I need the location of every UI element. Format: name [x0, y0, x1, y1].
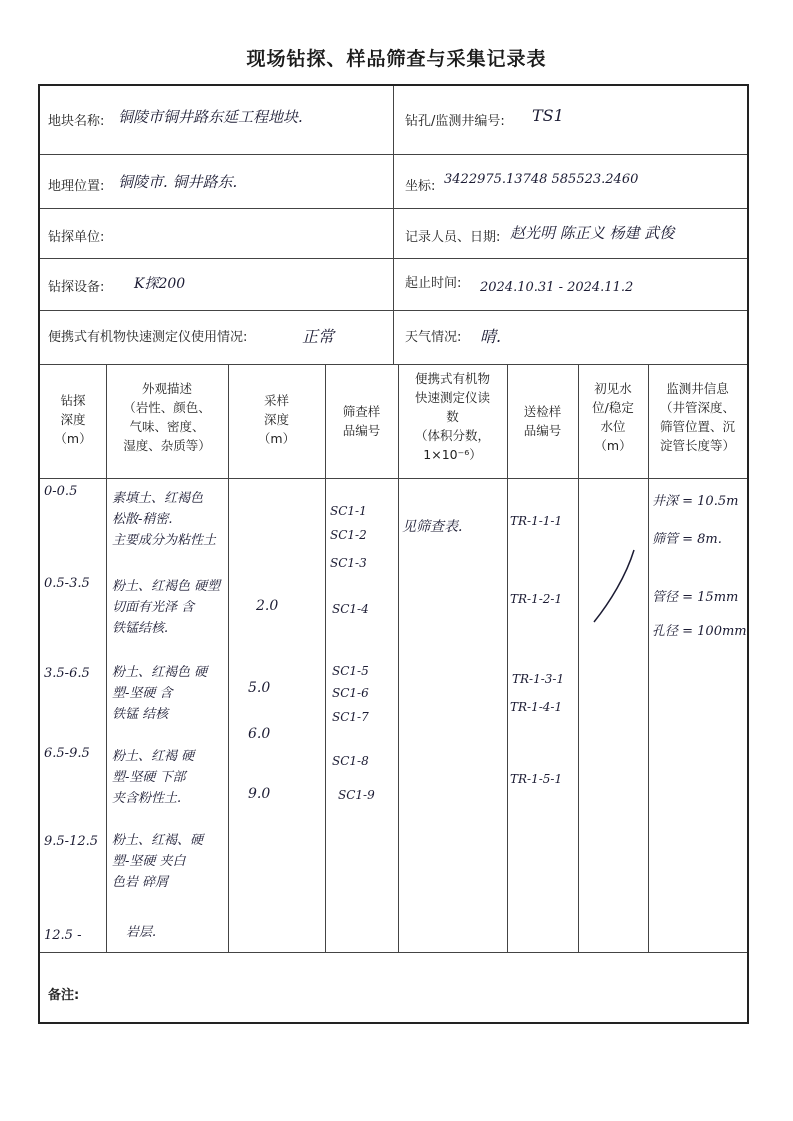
info-column-divider — [393, 86, 394, 364]
remarks-top-line — [40, 952, 747, 953]
depth-3: 3.5-6.5 — [44, 666, 90, 681]
recorder-value: 赵光明 陈正义 杨建 武俊 — [510, 224, 675, 242]
borehole-label: 钻孔/监测井编号: — [405, 114, 505, 129]
well-info-3: 管径 = 15mm — [652, 590, 739, 605]
weather-label: 天气情况: — [405, 330, 462, 345]
screen-id-6: SC1-6 — [332, 686, 369, 700]
sent-id-3: TR-1-3-1 — [512, 672, 565, 686]
sent-id-4: TR-1-4-1 — [510, 700, 563, 714]
row-divider-5 — [40, 364, 747, 365]
drill-unit-label: 钻探单位: — [48, 230, 105, 245]
screen-id-2: SC1-2 — [330, 528, 367, 542]
header-reading: 便携式有机物 快速测定仪读 数 （体积分数， 1×10⁻⁶） — [414, 371, 490, 462]
desc-5: 粉土、红褐、硬 塑-坚硬 夹白 色岩 碎屑 — [112, 833, 204, 890]
recorder-label: 记录人员、日期: — [405, 230, 501, 245]
time-value: 2024.10.31 - 2024.11.2 — [480, 280, 634, 295]
screen-id-5: SC1-5 — [332, 664, 369, 678]
desc-2: 粉土、红褐色 硬塑 切面有光泽 含 铁锰结核. — [112, 579, 221, 636]
sent-id-1: TR-1-1-1 — [510, 514, 563, 528]
reading-note: 见筛查表. — [402, 519, 463, 535]
location-value: 铜陵市. 铜井路东. — [118, 173, 238, 191]
desc-3: 粉土、红褐色 硬 塑-坚硬 含 铁锰 结核 — [112, 665, 208, 722]
screen-id-7: SC1-7 — [332, 710, 369, 724]
instrument-label: 便携式有机物快速测定仪使用情况: — [48, 330, 248, 345]
header-water-level: 初见水 位/稳定 水位 （m） — [592, 381, 634, 453]
weather-value: 晴. — [480, 327, 502, 346]
header-description: 外观描述 （岩性、颜色、 气味、密度、 湿度、杂质等） — [123, 381, 211, 453]
header-screen-id: 筛查样 品编号 — [342, 404, 381, 438]
depth-1: 0-0.5 — [44, 484, 78, 499]
time-label: 起止时间: — [405, 276, 462, 291]
depth-6: 12.5 - — [44, 928, 82, 943]
screen-id-1: SC1-1 — [330, 504, 367, 518]
depth-4: 6.5-9.5 — [44, 746, 90, 761]
sample-depth-1: 2.0 — [256, 598, 279, 614]
sent-id-5: TR-1-5-1 — [510, 772, 563, 786]
screen-id-8: SC1-8 — [332, 754, 369, 768]
instrument-value: 正常 — [302, 327, 335, 346]
header-bottom-line — [40, 478, 747, 479]
desc-6: 岩层. — [126, 925, 157, 940]
screen-id-4: SC1-4 — [332, 602, 369, 616]
location-label: 地理位置: — [48, 179, 105, 194]
well-info-2: 筛管 = 8m. — [652, 532, 722, 547]
depth-5: 9.5-12.5 — [44, 834, 99, 849]
sent-id-2: TR-1-2-1 — [510, 592, 563, 606]
remarks-label: 备注: — [48, 988, 80, 1003]
page-title: 现场钻探、样品筛查与采集记录表 — [246, 48, 547, 70]
plot-name-label: 地块名称: — [48, 114, 105, 129]
equipment-label: 钻探设备: — [48, 280, 105, 295]
col-line-2 — [228, 364, 229, 952]
sample-depth-4: 9.0 — [248, 786, 271, 802]
equipment-value: K探200 — [134, 276, 186, 292]
screen-id-3: SC1-3 — [330, 556, 367, 570]
water-level-dash-mark — [588, 546, 638, 626]
sample-depth-3: 6.0 — [248, 726, 271, 742]
header-sent-id: 送检样 品编号 — [523, 404, 562, 438]
desc-1: 素填土、红褐色 松散-稍密. 主要成分为粘性土 — [112, 491, 217, 548]
record-form — [38, 84, 749, 1024]
screen-id-9: SC1-9 — [338, 788, 375, 802]
coordinate-value: 3422975.13748 585523.2460 — [444, 172, 639, 187]
coordinate-label: 坐标: — [405, 179, 436, 194]
plot-name-value: 铜陵市铜井路东延工程地块. — [118, 108, 303, 126]
sample-depth-2: 5.0 — [248, 680, 271, 696]
well-info-1: 井深 = 10.5m — [652, 494, 739, 509]
well-info-4: 孔径 = 100mm — [652, 624, 747, 639]
desc-4: 粉土、红褐 硬 塑-坚硬 下部 夹含粉性土. — [112, 749, 195, 806]
col-line-3 — [325, 364, 326, 952]
depth-2: 0.5-3.5 — [44, 576, 90, 591]
header-sample-depth: 采样 深度 （m） — [257, 393, 296, 446]
header-depth: 钻探 深度 （m） — [54, 393, 92, 446]
borehole-value: TS1 — [532, 106, 564, 125]
header-well-info: 监测井信息 （井管深度、 筛管位置、沉 淀管长度等） — [659, 381, 735, 453]
col-line-5 — [507, 364, 508, 952]
